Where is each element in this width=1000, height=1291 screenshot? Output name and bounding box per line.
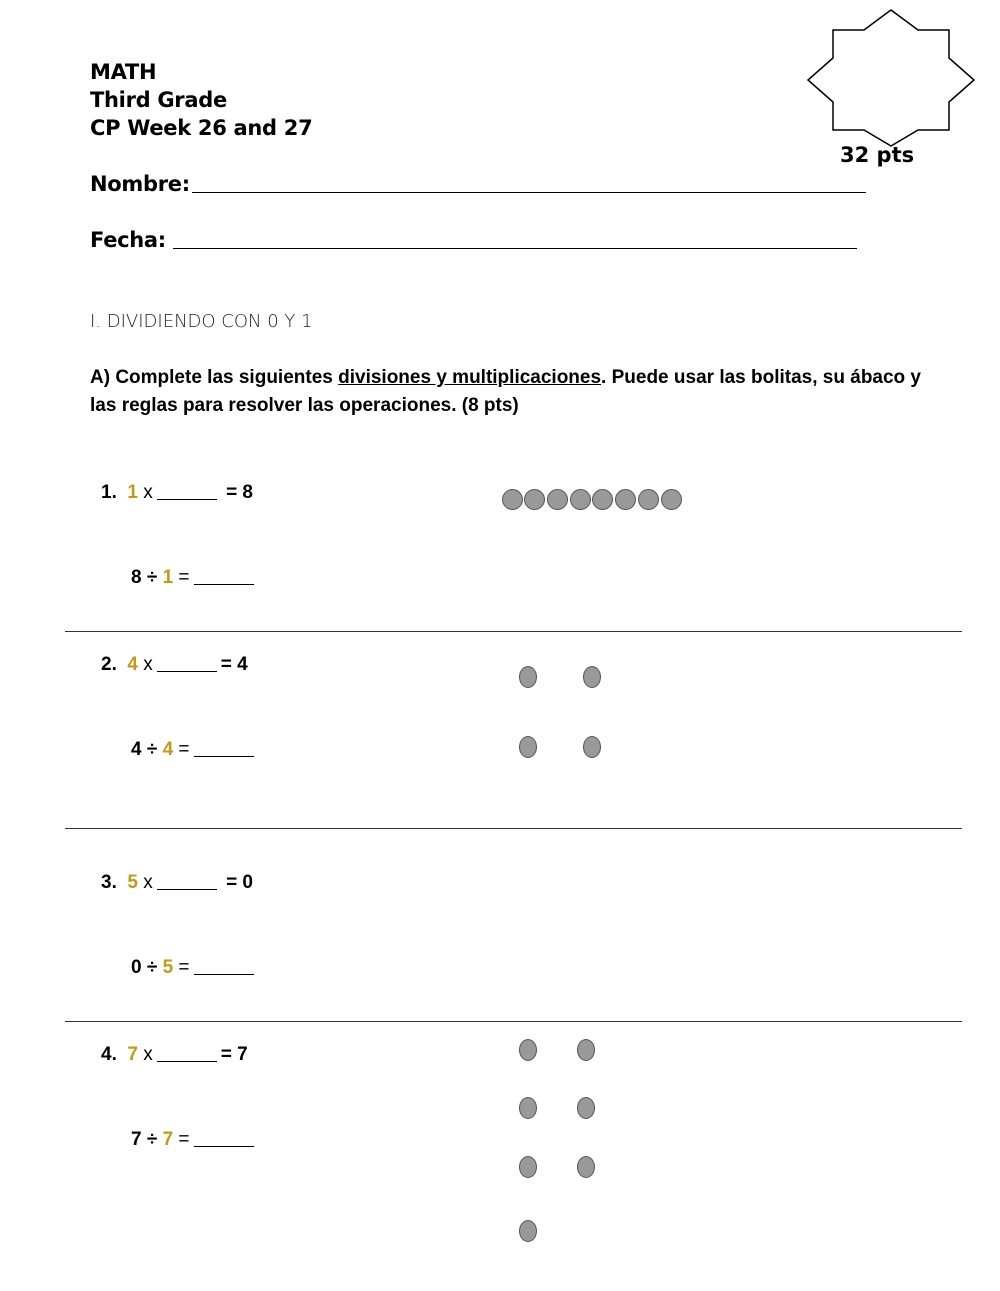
name-label: Nombre: — [90, 172, 190, 196]
eight-point-star-icon — [806, 8, 978, 148]
circle-counter-icon — [519, 1097, 537, 1119]
points-total: 32 pts — [840, 143, 915, 167]
section-title: I. DIVIDIENDO CON 0 Y 1 — [90, 311, 313, 332]
answer-blank[interactable] — [157, 1060, 217, 1062]
subject-title: MATH — [90, 60, 157, 84]
circle-counter-icon — [577, 1097, 595, 1119]
circle-counter-icon — [638, 489, 659, 510]
circle-counter-icon — [583, 666, 601, 688]
answer-blank[interactable] — [194, 1145, 254, 1147]
answer-blank[interactable] — [157, 670, 217, 672]
date-label: Fecha: — [90, 228, 166, 252]
answer-blank[interactable] — [194, 583, 254, 585]
problem-4-division: 7 ÷ 7 = — [131, 1129, 258, 1151]
problem-4-multiplication: 4. 7 x = 7 — [101, 1044, 248, 1065]
problem-1-multiplication: 1. 1 x = 8 — [101, 482, 254, 503]
answer-blank[interactable] — [194, 973, 254, 975]
circle-counter-icon — [547, 489, 568, 510]
instructions-underlined: divisiones y multiplicaciones — [338, 367, 602, 388]
circle-counter-icon — [583, 736, 601, 758]
problem-1-division: 8 ÷ 1 = — [131, 567, 258, 589]
week-title: CP Week 26 and 27 — [90, 116, 313, 140]
divider — [65, 1021, 962, 1022]
circle-counter-icon — [502, 489, 523, 510]
divider — [65, 828, 962, 829]
grade-title: Third Grade — [90, 88, 227, 112]
problem-3-multiplication: 3. 5 x = 0 — [101, 872, 254, 893]
circle-counter-icon — [519, 1220, 537, 1242]
circle-counter-icon — [615, 489, 636, 510]
circle-counter-icon — [577, 1039, 595, 1061]
circle-counter-icon — [577, 1156, 595, 1178]
answer-blank[interactable] — [157, 498, 217, 500]
date-field[interactable] — [173, 248, 857, 249]
circle-counter-icon — [519, 666, 537, 688]
answer-blank[interactable] — [194, 755, 254, 757]
circle-counter-icon — [570, 489, 591, 510]
divider — [65, 631, 962, 632]
circle-counter-icon — [519, 736, 537, 758]
problem-3-division: 0 ÷ 5 = — [131, 957, 258, 979]
problem-2-division: 4 ÷ 4 = — [131, 739, 258, 761]
name-field[interactable] — [192, 192, 866, 193]
problem-2-multiplication: 2. 4 x = 4 — [101, 654, 248, 675]
circle-counter-icon — [519, 1156, 537, 1178]
instructions: A) Complete las siguientes divisiones y multiplicaciones. Puede usar las bolitas, su ábaco y las reglas para resolver las operaciones. (8 pts) — [90, 367, 922, 416]
circle-counter-icon — [592, 489, 613, 510]
answer-blank[interactable] — [157, 888, 217, 890]
circle-counter-icon — [661, 489, 682, 510]
circle-counter-icon — [524, 489, 545, 510]
circle-counter-icon — [519, 1039, 537, 1061]
